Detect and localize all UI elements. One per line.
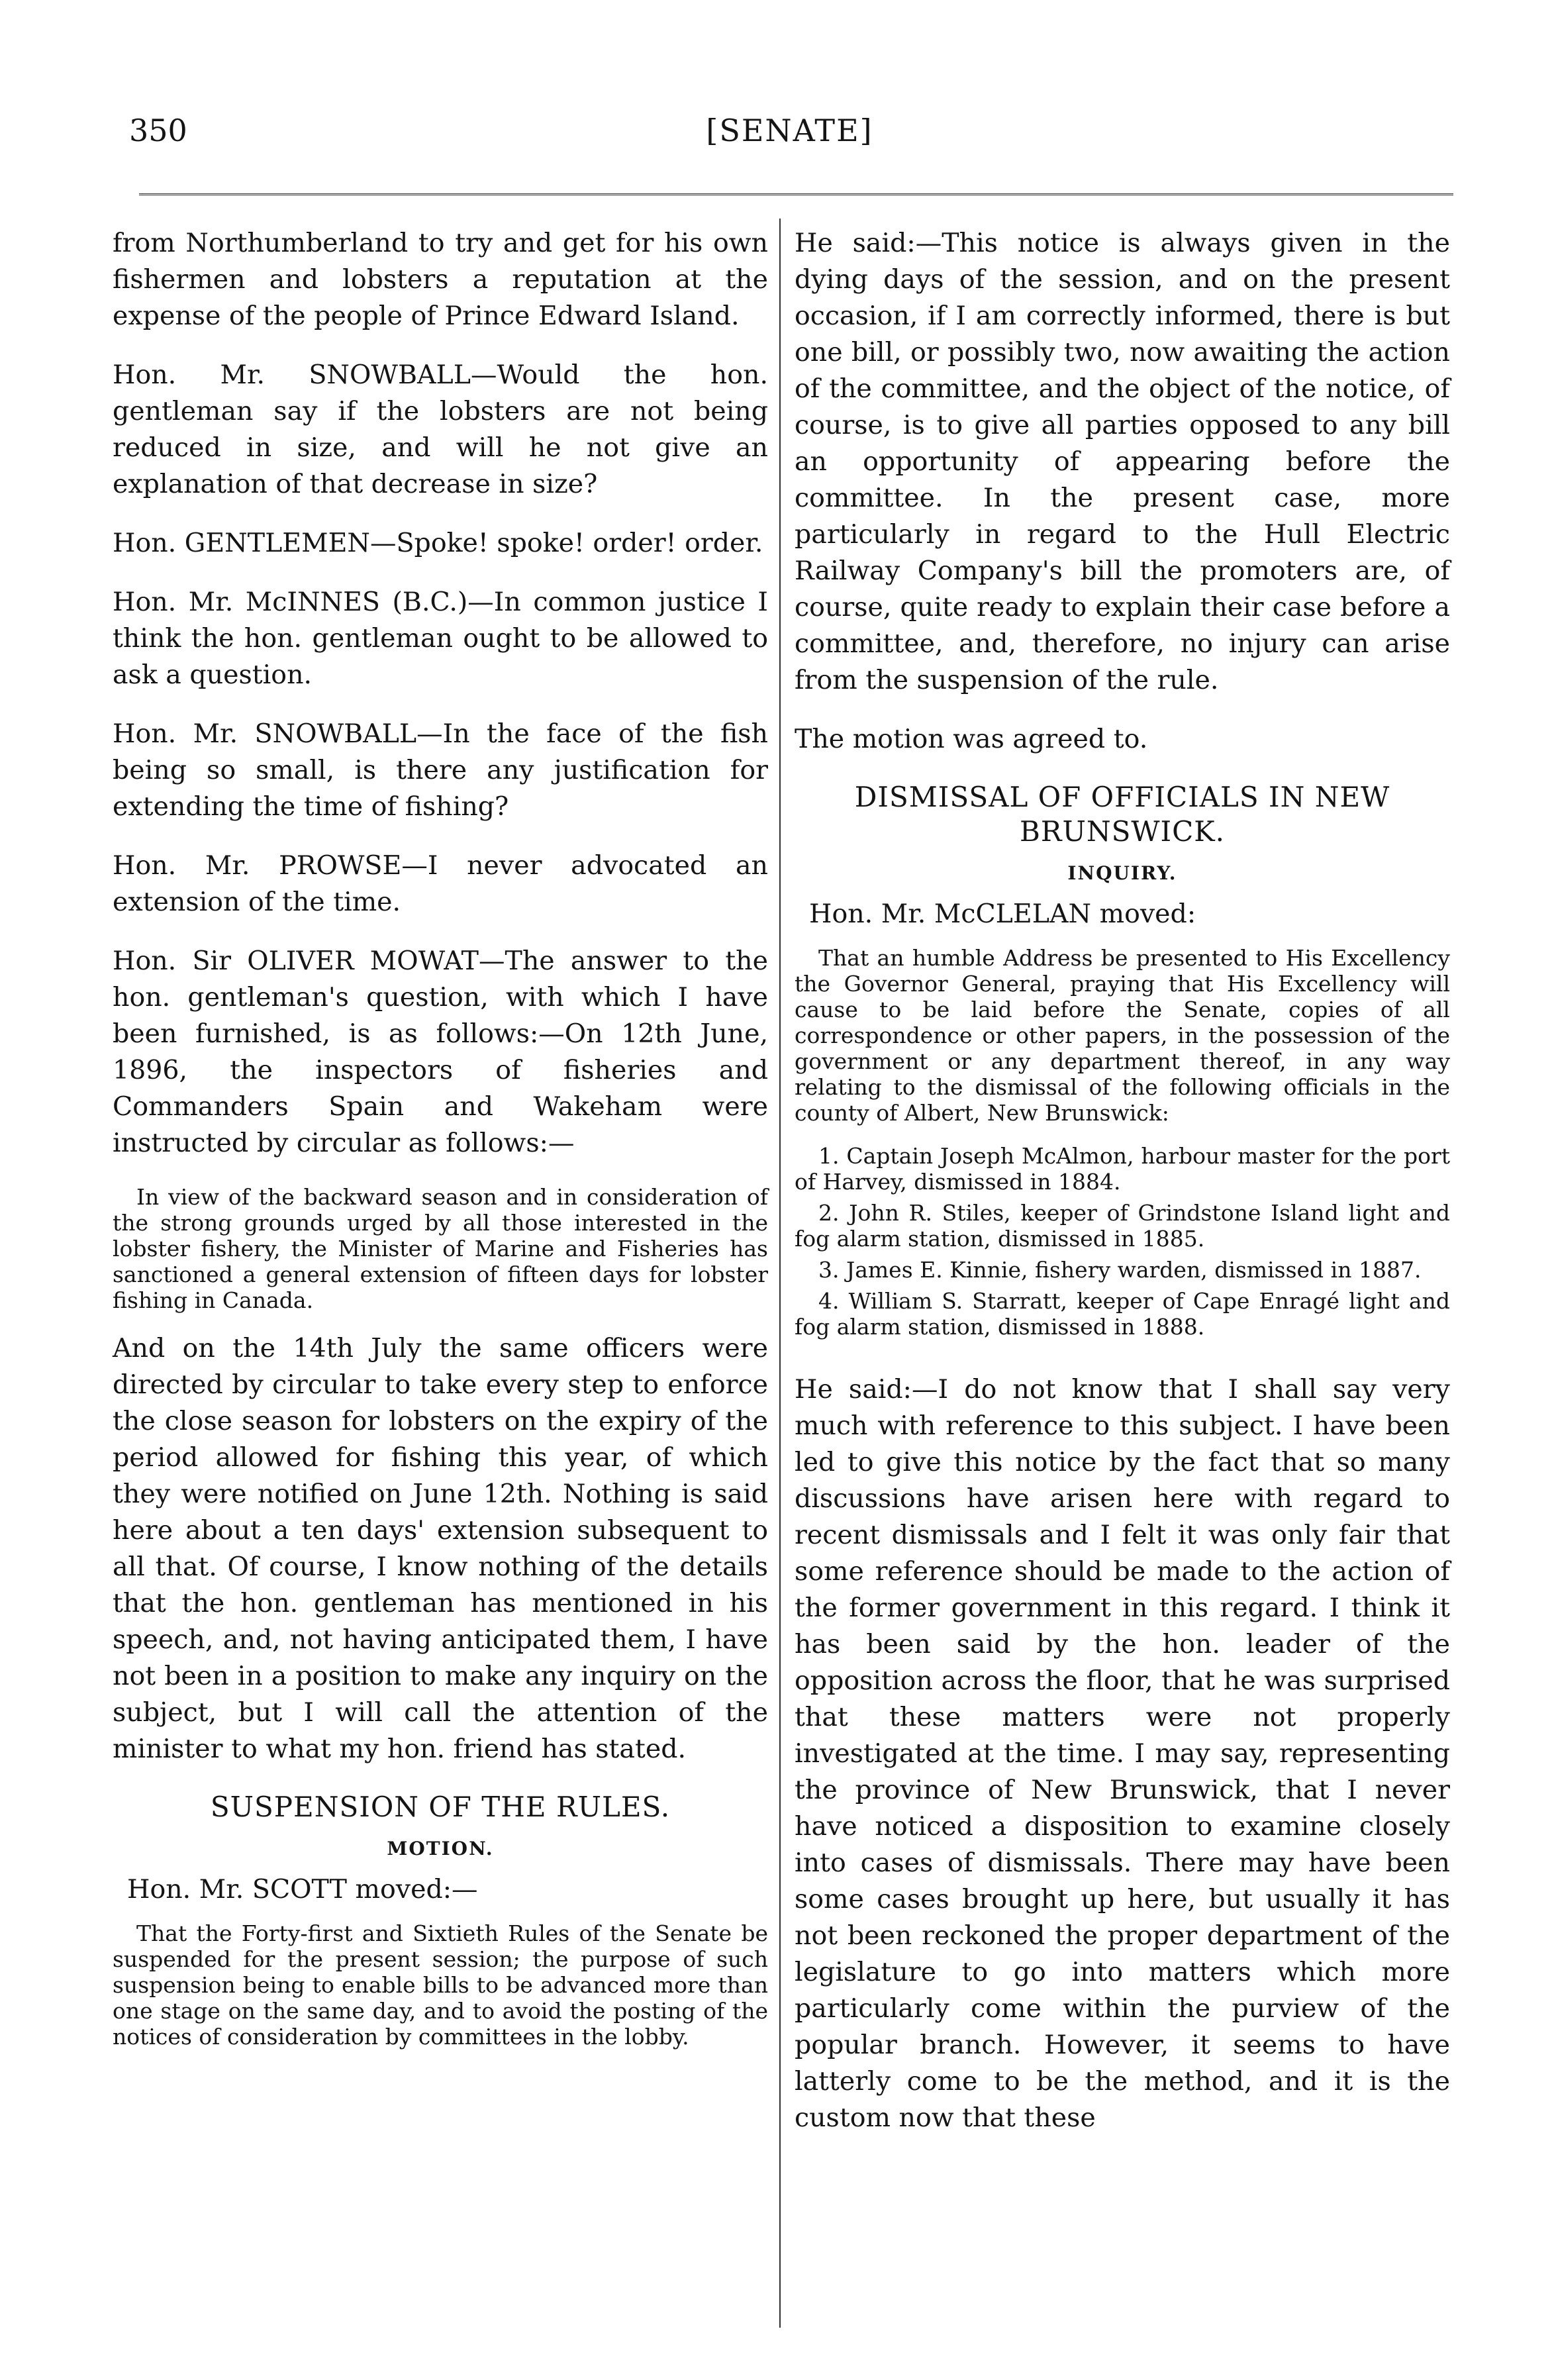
paragraph: from Northumberland to try and get for his own fishermen and lobsters a reputation at the expense of the people of Prince Edward Island. [113,228,768,331]
paragraph: Hon. GENTLEMEN—Spoke! spoke! order! order. [113,528,763,558]
section-subheading: MOTION. [387,1838,494,1859]
left-column [113,225,768,2067]
paragraph: Hon. Mr. SNOWBALL—In the face of the fish being so small, is there any justification for extending the time of fishing? [113,719,768,822]
section-heading: SUSPENSION OF THE RULES. [210,1791,671,1823]
right-column [795,225,1450,2159]
quoted-text: That the Forty-first and Sixtieth Rules of the Senate be suspended for the present session; the purpose of such suspension being to enable bills to be advanced more than one stage on the same day, and to avoid the posting of the notices of consideration by committees in the lobby. [113,1920,768,2050]
column-divider [779,219,781,2328]
page-header [129,113,1450,159]
paragraph: Hon. Mr. SNOWBALL—Would the hon. gentleman say if the lobsters are not being reduced in size, and will he not give an explanation of that decrease in size? [113,360,768,499]
motion-mover: Hon. Mr. SCOTT moved:— [127,1874,478,1905]
list-item: 4. William S. Starratt, keeper of Cape Enragé light and fog alarm station, dismissed in 1888. [795,1288,1450,1340]
paragraph: Hon. Sir OLIVER MOWAT—The answer to the hon. gentleman's question, with which I have been furnished, is as follows:—On 12th June, 1896, the inspectors of fisheries and Commanders Spain and Wakeham were instructed by circular as follows:— [113,946,768,1158]
motion-mover: Hon. Mr. McCLELAN moved: [809,899,1196,929]
list-item: 1. Captain Joseph McAlmon, harbour master for the port of Harvey, dismissed in 1884. [795,1143,1450,1195]
section-heading: DISMISSAL OF OFFICIALS IN NEW BRUNSWICK. [854,781,1390,848]
paragraph: He said:—I do not know that I shall say very much with reference to this subject. I have been led to give this notice by the fact that so many discussions have arisen here with regard to recent dismissals and I felt it was only fair that some reference should be made to the action of the former government in this regard. I think it has been said by the hon. leader of the opposition across the floor, that he was surprised that these matters were not properly investigated at the time. I may say, representing the province of New Brunswick, that I never have noticed a disposition to examine closely into cases of dismissals. There may have been some cases brought up here, but usually it has not been reckoned the proper department of the legislature to go into matters which more particularly come within the purview of the popular branch. However, it seems to have latterly come to be the method, and it is the custom now that these [795,1374,1450,2133]
paragraph: He said:—This notice is always given in the dying days of the session, and on the present occasion, if I am correctly informed, there is but one bill, or possibly two, now awaiting the action of the committee, and the object of the notice, of course, is to give all parties opposed to any bill an opportunity of appearing before the committee. In the present case, more particularly in regard to the Hull Electric Railway Company's bill the promoters are, of course, quite ready to explain their case before a committee, and, therefore, no injury can arise from the suspension of the rule. [795,228,1450,695]
header-rule [139,193,1453,195]
paragraph: Hon. Mr. McINNES (B.C.)—In common justice I think the hon. gentleman ought to be allowed to ask a question. [113,587,768,690]
quoted-text: In view of the backward season and in consideration of the strong grounds urged by all those interested in the lobster fishery, the Minister of Marine and Fisheries has sanctioned a general extension of fifteen days for lobster fishing in Canada. [113,1184,768,1313]
paragraph: Hon. Mr. PROWSE—I never advocated an extension of the time. [113,850,768,917]
section-subheading: INQUIRY. [1067,862,1177,884]
paragraph: And on the 14th July the same officers were directed by circular to take every step to enforce the close season for lobsters on the expiry of the period allowed for fishing this year, of which they were notified on June 12th. Nothing is said here about a ten days' extension subsequent to all that. Of course, I know nothing of the details that the hon. gentleman has mentioned in his speech, and, not having anticipated them, I have not been in a position to make any inquiry on the subject, but I will call the attention of the minister to what my hon. friend has stated. [113,1333,768,1764]
paragraph: The motion was agreed to. [795,724,1148,754]
quoted-text: That an humble Address be presented to His Excellency the Governor General, praying that His Excellency will cause to be laid before the Senate, copies of all correspondence or other papers, in the possession of the government or any department thereof, in any way relating to the dismissal of the following officials in the county of Albert, New Brunswick: [795,945,1450,1126]
page-number: 350 [129,113,187,148]
list-item: 2. John R. Stiles, keeper of Grindstone Island light and fog alarm station, dismissed in 1885. [795,1200,1450,1252]
running-head: [SENATE] [706,113,873,148]
list-item: 3. James E. Kinnie, fishery warden, dismissed in 1887. [818,1257,1422,1283]
